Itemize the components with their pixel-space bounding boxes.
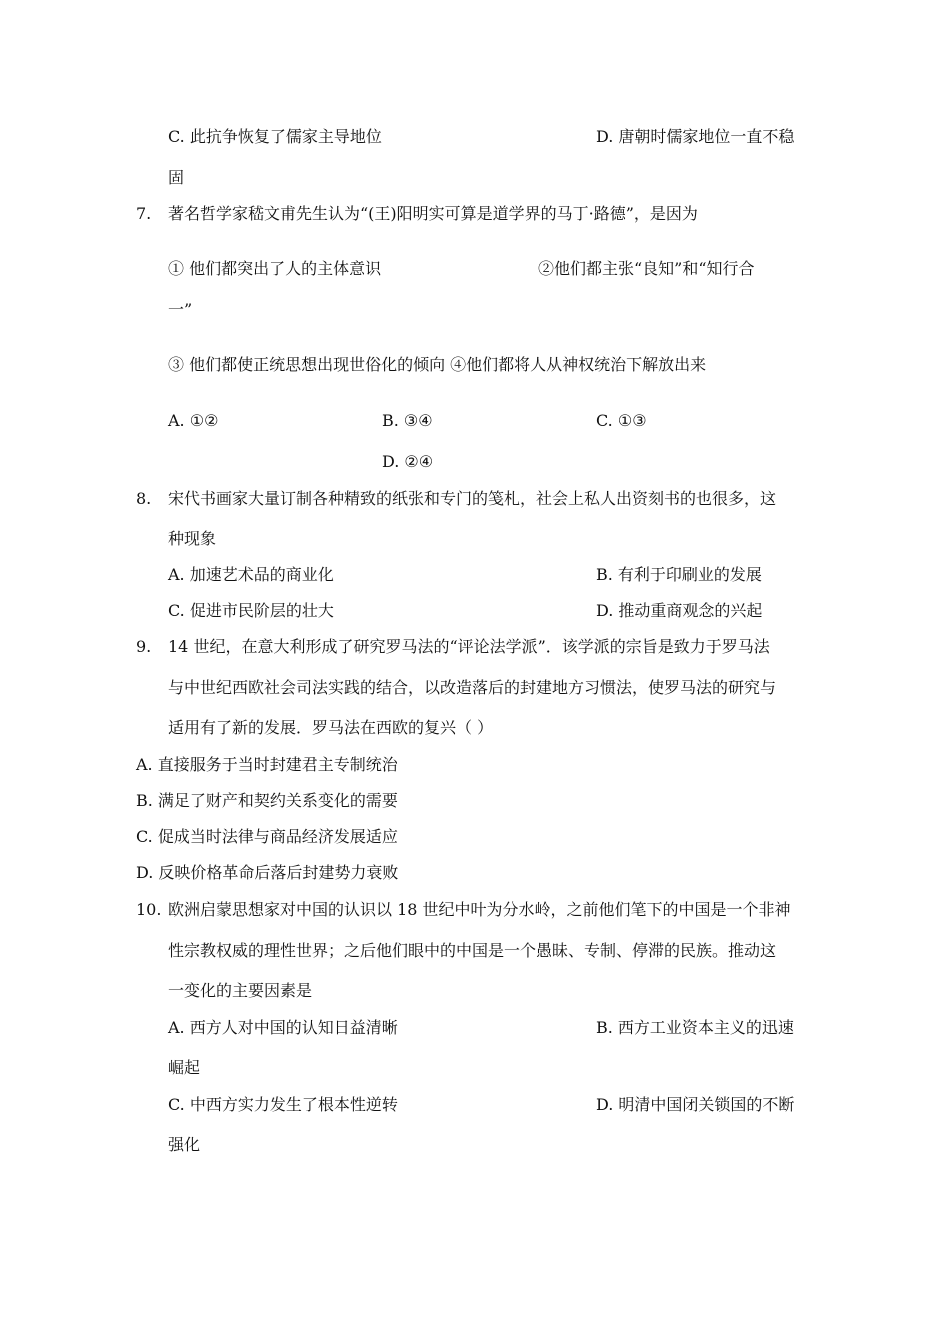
q10-option-a: A. 西方人对中国的认知日益清晰 [168,1018,398,1037]
q7-option-d: D. ②④ [382,452,434,471]
q9-option-c: C. 促成当时法律与商品经济发展适应 [136,827,398,846]
q10-option-d-cont: 强化 [168,1135,201,1154]
q9-stem-line-2: 与中世纪西欧社会司法实践的结合，以改造落后的封建地方习惯法，使罗马法的研究与 [168,678,777,697]
q7-option-b: B. ③④ [382,411,433,430]
q8-stem-line-1: 宋代书画家大量订制各种精致的纸张和专门的笺札，社会上私人出资刻书的也很多，这 [168,489,777,508]
q9-stem-line-3: 适用有了新的发展．罗马法在西欧的复兴（ ） [168,718,494,737]
q10-stem-line-1: 欧洲启蒙思想家对中国的认识以 18 世纪中叶为分水岭，之前他们笔下的中国是一个非神 [168,900,791,919]
q7-stem: 著名哲学家嵇文甫先生认为“(王)阳明实可算是道学界的马丁·路德”，是因为 [168,204,698,223]
q10-option-b: B. 西方工业资本主义的迅速 [596,1018,794,1037]
q9-option-a: A. 直接服务于当时封建君主专制统治 [136,755,398,774]
q7-option-c: C. ①③ [596,411,647,430]
q7-item-1: ① 他们都突出了人的主体意识 [168,259,382,278]
q7-items-3-4: ③ 他们都使正统思想出现世俗化的倾向 ④他们都将人从神权统治下解放出来 [168,355,707,374]
q9-stem-line-1: 14 世纪，在意大利形成了研究罗马法的“评论法学派”．该学派的宗旨是致力于罗马法 [168,637,770,656]
q8-stem-line-2: 种现象 [168,529,217,548]
q6-option-d-cont: 固 [168,168,185,187]
q7-item-2: ②他们都主张“良知”和“知行合 [538,259,755,278]
q7-number: 7. [136,204,152,223]
q7-item-2-cont: 一” [168,300,193,319]
q6-option-d: D. 唐朝时儒家地位一直不稳 [596,127,795,146]
q8-option-d: D. 推动重商观念的兴起 [596,601,763,620]
q6-option-c: C. 此抗争恢复了儒家主导地位 [168,127,382,146]
q10-option-b-cont: 崛起 [168,1058,201,1077]
q9-option-b: B. 满足了财产和契约关系变化的需要 [136,791,398,810]
q8-option-b: B. 有利于印刷业的发展 [596,565,762,584]
q10-stem-line-2: 性宗教权威的理性世界；之后他们眼中的中国是一个愚昧、专制、停滞的民族。推动这 [168,941,777,960]
q8-number: 8. [136,489,152,508]
q9-number: 9. [136,637,152,656]
q10-option-d: D. 明清中国闭关锁国的不断 [596,1095,795,1114]
q10-option-c: C. 中西方实力发生了根本性逆转 [168,1095,398,1114]
q9-option-d: D. 反映价格革命后落后封建势力衰败 [136,863,399,882]
q10-stem-line-3: 一变化的主要因素是 [168,981,313,1000]
q10-number: 10. [136,900,162,919]
q7-option-a: A. ①② [168,411,219,430]
q8-option-a: A. 加速艺术品的商业化 [168,565,334,584]
q8-option-c: C. 促进市民阶层的壮大 [168,601,334,620]
